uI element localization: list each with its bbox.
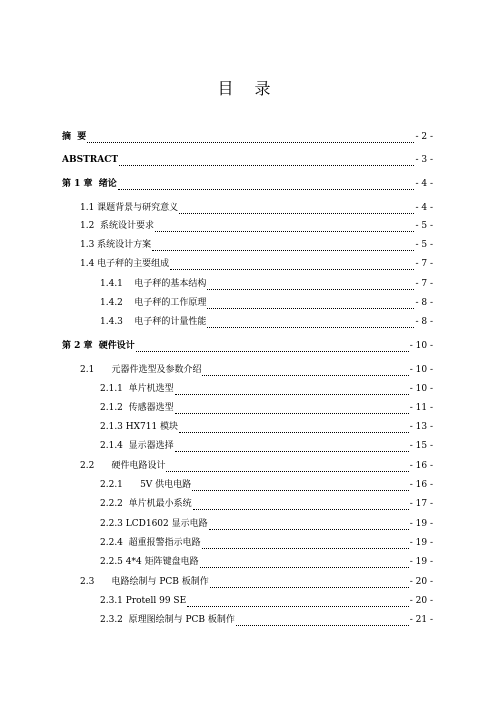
- toc-entry-page: - 13 -: [409, 422, 433, 432]
- toc-entry-label: 2.2.2 单片机最小系统: [100, 499, 192, 509]
- toc-entry-page: - 2 -: [415, 132, 433, 142]
- toc-entry-page: - 17 -: [409, 499, 433, 509]
- toc-entry[interactable]: [100, 439, 433, 453]
- dot-leader: [193, 500, 409, 510]
- dot-leader: [87, 133, 414, 143]
- toc-entry-page: - 8 -: [415, 317, 433, 327]
- toc-entry-page: - 7 -: [415, 259, 433, 269]
- toc-entry-page: - 4 -: [415, 179, 433, 189]
- toc-entry-label: 第 2 章 硬件设计: [62, 341, 135, 351]
- toc-entry[interactable]: [80, 201, 433, 215]
- toc-entry[interactable]: [80, 238, 433, 252]
- dot-leader: [200, 558, 409, 568]
- toc-entry-label: 2.1 元器件选型及参数介绍: [80, 365, 202, 375]
- toc-entry-page: - 20 -: [409, 577, 433, 587]
- toc-entry-page: - 16 -: [409, 461, 433, 471]
- toc-entry-page: - 19 -: [409, 519, 433, 529]
- toc-entry-label: 2.1.2 传感器选型: [100, 403, 174, 413]
- toc-entry-label: ABSTRACT: [62, 155, 119, 165]
- dot-leader: [210, 578, 409, 588]
- dot-leader: [207, 280, 414, 290]
- toc-entry-page: - 16 -: [409, 480, 433, 490]
- toc-entry[interactable]: [100, 478, 433, 492]
- toc-entry-label: 2.2.3 LCD1602 显示电路: [100, 519, 208, 529]
- dot-leader: [187, 597, 409, 607]
- toc-entry-label: 1.1 课题背景与研究意义: [80, 203, 179, 213]
- toc-entry[interactable]: [100, 517, 433, 531]
- toc-entry-label: 2.1.4 显示器选择: [100, 441, 174, 451]
- toc-entry-label: 2.2.4 超重报警指示电路: [100, 538, 201, 548]
- toc-entry-label: 2.1.3 HX711 模块: [100, 422, 179, 432]
- toc-entry-page: - 5 -: [415, 240, 433, 250]
- toc-entry[interactable]: [100, 594, 433, 608]
- dot-leader: [152, 241, 414, 251]
- dot-leader: [236, 616, 409, 626]
- toc-entry-label: 1.4.2 电子秤的工作原理: [100, 298, 207, 308]
- toc-entry-page: - 11 -: [409, 403, 433, 413]
- dot-leader: [175, 404, 409, 414]
- toc-entry[interactable]: [80, 459, 433, 473]
- toc-entry[interactable]: [100, 401, 433, 415]
- dot-leader: [136, 342, 409, 352]
- dot-leader: [175, 442, 409, 452]
- toc-entry-page: - 21 -: [409, 615, 433, 625]
- toc-entry[interactable]: [80, 219, 433, 233]
- toc-entry-page: - 5 -: [415, 221, 433, 231]
- toc-entry-label: 1.2 系统设计要求: [80, 221, 155, 231]
- dot-leader: [179, 204, 414, 214]
- toc-entry-label: 1.3 系统设计方案: [80, 240, 152, 250]
- toc-entry-page: - 4 -: [415, 203, 433, 213]
- toc-entry-label: 1.4 电子秤的主要组成: [80, 259, 170, 269]
- toc-entry[interactable]: [62, 130, 433, 144]
- toc-entry[interactable]: [62, 177, 433, 191]
- toc-entry[interactable]: [62, 339, 433, 353]
- dot-leader: [155, 222, 414, 232]
- toc-entry[interactable]: [100, 536, 433, 550]
- toc-entry[interactable]: [80, 257, 433, 271]
- dot-leader: [170, 260, 414, 270]
- toc-entry[interactable]: [80, 575, 433, 589]
- toc-entry-page: - 10 -: [409, 341, 433, 351]
- toc-entry-label: 第 1 章 绪论: [62, 179, 117, 189]
- dot-leader: [207, 299, 414, 309]
- toc-entry[interactable]: [62, 153, 433, 167]
- toc-entry-label: 2.1.1 单片机选型: [100, 384, 174, 394]
- dot-leader: [192, 481, 409, 491]
- toc-title: 目 录: [217, 79, 279, 98]
- toc-entry-page: - 10 -: [409, 365, 433, 375]
- toc-entry-page: - 20 -: [409, 596, 433, 606]
- toc-entry[interactable]: [100, 420, 433, 434]
- dot-leader: [175, 385, 409, 395]
- toc-entry[interactable]: [100, 497, 433, 511]
- toc-entry[interactable]: [100, 315, 433, 329]
- toc-entry-label: 1.4.1 电子秤的基本结构: [100, 279, 207, 289]
- toc-entry-page: - 19 -: [409, 538, 433, 548]
- toc-entry[interactable]: [100, 555, 433, 569]
- toc-entry[interactable]: [100, 613, 433, 627]
- toc-entry[interactable]: [100, 382, 433, 396]
- dot-leader: [209, 520, 409, 530]
- toc-entry-page: - 7 -: [415, 279, 433, 289]
- toc-entry-label: 2.2.1 5V 供电电路: [100, 480, 192, 490]
- toc-entry-page: - 15 -: [409, 441, 433, 451]
- toc-entry-label: 2.2 硬件电路设计: [80, 461, 166, 471]
- dot-leader: [166, 462, 408, 472]
- toc-entry-label: 1.4.3 电子秤的计量性能: [100, 317, 207, 327]
- toc-entry-page: - 3 -: [415, 155, 433, 165]
- toc-entry-label: 2.3.1 Protell 99 SE: [100, 596, 187, 606]
- toc-entry-label: 摘 要: [62, 132, 87, 142]
- toc-entry-page: - 19 -: [409, 557, 433, 567]
- dot-leader: [118, 180, 415, 190]
- dot-leader: [202, 366, 408, 376]
- toc-entry[interactable]: [80, 363, 433, 377]
- toc-entry-page: - 8 -: [415, 298, 433, 308]
- toc-entry[interactable]: [100, 296, 433, 310]
- toc-entry[interactable]: [100, 277, 433, 291]
- toc-entry-page: - 10 -: [409, 384, 433, 394]
- toc-entry-label: 2.3.2 原理图绘制与 PCB 板制作: [100, 615, 235, 625]
- toc-entry-label: 2.3 电路绘制与 PCB 板制作: [80, 577, 209, 587]
- dot-leader: [202, 539, 409, 549]
- dot-leader: [119, 156, 414, 166]
- dot-leader: [179, 423, 409, 433]
- toc-entry-label: 2.2.5 4*4 矩阵键盘电路: [100, 557, 199, 567]
- dot-leader: [207, 318, 414, 328]
